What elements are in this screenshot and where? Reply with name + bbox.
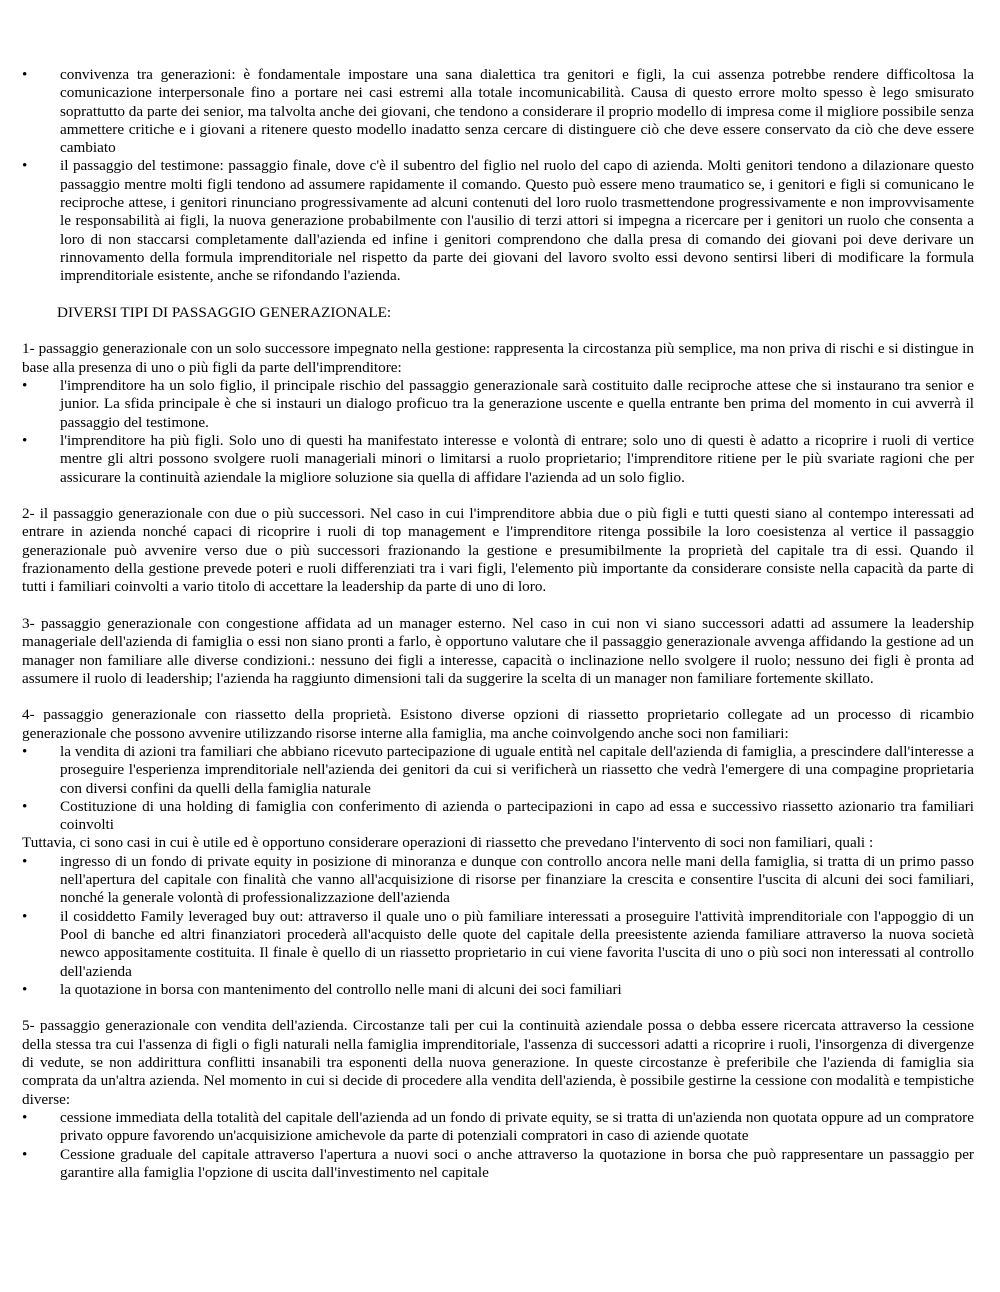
bullet-text: il passaggio del testimone: passaggio finale, dove c'è il subentro del figlio nel ruolo del capo di azienda. Molti genitori tendono a dilazionare questo passaggio mentre molti figli tendono ad assumere rapidamente il comando. Questo può essere meno traumatico se, i genitori e figli si comunicano le reciproche attese, i genitori rinunciano progressivamente ad alcuni contenuti del loro ruolo trasmettendone progressivamente e non improvvisamente le responsabilità ai figli, la nuova generazione probabilmente con l'ausilio di terzi attori si impegna a ricercare per i genitori un ruolo che consenta a loro di non staccarsi completamente dall'azienda ed infine i genitori comprendono che dalla presa di comando dei giovani poi deve derivare un rinnovamento della formula imprenditoriale nel rispetto da parte dei giovani del lavoro svolto essi devono sentirsi liberi di modificare la formula imprenditoriale esistente, anche se rifondando l'azienda. [60, 157, 974, 285]
section-2-paragraph: 2- il passaggio generazionale con due o più successori. Nel caso in cui l'imprenditore abbia due o più figli e tutti questi siano al contempo interessati ad entrare in azienda nonché capaci di ricoprire i ruoli di top management e l'imprenditore ritenga possibile la loro coesistenza al vertice il passaggio generazionale può avvenire verso due o più successori frazionando la gestione e presumibilmente la proprietà del capitale tra di essi. Quando il frazionamento della gestione prevede poteri e ruoli differenziati tra i vari figli, l'elemento più importante da considerare consiste nella capacità da parte di tutti i familiari coinvolti a vario titolo di accettare la leadership da parte di uno di loro. [22, 505, 974, 596]
bullet-icon: • [22, 852, 28, 870]
list-item [22, 743, 974, 798]
section-4-bridge-paragraph: Tuttavia, ci sono casi in cui è utile ed è opportuno considerare operazioni di riassetto che prevedano l'intervento di soci non familiari, quali : [22, 834, 874, 852]
bullet-text: Costituzione di una holding di famiglia con conferimento di azienda o partecipazioni in capo ad essa e successivo riassetto azionario tra familiari coinvolti [60, 797, 974, 834]
section-5-paragraph: 5- passaggio generazionale con vendita dell'azienda. Circostanze tali per cui la continuità aziendale possa o debba essere ricercata attraverso la cessione della stessa tra cui l'assenza di figli o figli naturali nella famiglia imprenditoriale, l'assenza di successori adatti a ricoprire i ruoli, l'insorgenza di divergenze di vedute, se non addirittura conflitti insanabili tra esponenti della nuova generazione. In queste circostanze è preferibile che l'azienda di famiglia sia comprata da un'altra azienda. Nel momento in cui si decide di procedere alla vendita dell'azienda, è possibile gestirne la cessione con modalità e tempistiche diverse: [22, 1017, 974, 1108]
intro-bullet-list [22, 66, 974, 286]
section-5-bullet-list [22, 1109, 974, 1182]
list-item [22, 1109, 974, 1146]
section-4-second-bullet-list [22, 853, 974, 999]
section-1-paragraph: 1- passaggio generazionale con un solo successore impegnato nella gestione: rappresenta la circostanza più semplice, ma non priva di rischi e si distingue in base alla presenza di uno o più figli da parte dell'imprenditore: [22, 340, 974, 376]
bullet-text: Cessione graduale del capitale attraverso l'apertura a nuovi soci o anche attraverso la quotazione in borsa che può rappresentare un passaggio per garantire alla famiglia l'opzione di uscita dall'investimento nel capitale [60, 1145, 974, 1181]
bullet-icon: • [22, 797, 28, 815]
bullet-icon: • [22, 742, 28, 760]
list-item [22, 798, 974, 835]
bullet-text: la quotazione in borsa con mantenimento del controllo nelle mani di alcuni dei soci familiari [60, 980, 622, 998]
list-item [22, 853, 974, 908]
list-item [22, 66, 974, 157]
list-item [22, 157, 974, 285]
section-1-bullet-list [22, 377, 974, 487]
bullet-text: la vendita di azioni tra familiari che abbiano ricevuto partecipazione di uguale entità nel capitale dell'azienda di famiglia, a prescindere dall'interesse a proseguire l'esperienza imprenditoriale nell'azienda dei genitori da cui si verificherà un riassetto che vedrà l'emergere di una compagine proprietaria con diversi confini da quelli della famiglia naturale [60, 742, 974, 797]
section-4-paragraph: 4- passaggio generazionale con riassetto della proprietà. Esistono diverse opzioni di riassetto proprietario collegate ad un processo di ricambio generazionale che possono avvenire utilizzando risorse interne alla famiglia, ma anche coinvolgendo anche soci non familiari: [22, 706, 974, 742]
bullet-icon: • [22, 907, 28, 925]
bullet-icon: • [22, 377, 28, 395]
bullet-icon: • [22, 1145, 28, 1163]
section-3-paragraph: 3- passaggio generazionale con congestione affidata ad un manager esterno. Nel caso in cui non vi siano successori adatti ad assumere la leadership manageriale dell'azienda di famiglia o essi non siano pronti a farlo, è opportuno valutare che il passaggio generazionale avvenga affidando la gestione ad un manager non familiare alle diverse condizioni.: nessuno dei figli a interesse, capacità o inclinazione nello svolgere il ruolo; nessuno dei figli è pronta ad assumere il ruolo di leadership; l'azienda ha raggiunto dimensioni tali da suggerire la scelta di un manager non familiare fortemente skillato. [22, 614, 974, 687]
list-item [22, 981, 974, 999]
bullet-text: l'imprenditore ha più figli. Solo uno di questi ha manifestato interesse e volontà di entrare; solo uno di questi è adatto a ricoprire i ruoli di vertice mentre gli altri possono svolgere ruoli manageriali minori o limitarsi a ruolo proprietario; l'imprenditore ritiene per le più svariate ragioni che per assicurare la continuità aziendale la migliore soluzione sia quella di affidare l'azienda ad un solo figlio. [60, 431, 974, 486]
bullet-text: cessione immediata della totalità del capitale dell'azienda ad un fondo di private equity, se si tratta di un'azienda non quotata oppure ad un compratore privato oppure favorendo un'acquisizione amichevole da parte di potenziali compratori in caso di aziende quotate [60, 1108, 974, 1145]
bullet-icon: • [22, 1108, 28, 1126]
bullet-text: l'imprenditore ha un solo figlio, il principale rischio del passaggio generazionale sarà costituito dalle reciproche attese che si instaurano tra senior e junior. La sfida principale è che si instauri un dialogo proficuo tra la generazione uscente e quella entrante ben prima del momento in cui avverrà il passaggio del testimone. [60, 377, 974, 431]
section-4-bullet-list [22, 743, 974, 834]
bullet-icon: • [22, 431, 28, 449]
list-item [22, 377, 974, 432]
list-item [22, 908, 974, 981]
bullet-text: ingresso di un fondo di private equity in posizione di minoranza e dunque con controllo ancora nelle mani della famiglia, si tratta di un primo passo nell'apertura del capitale con finalità che vanno all'acquisizione di risorse per finanziare la crescita e consentire l'uscita di alcuni dei soci familiari, nonché la generale volontà di professionalizzazione dell'azienda [60, 852, 974, 907]
list-item [22, 432, 974, 487]
bullet-text: il cosiddetto Family leveraged buy out: attraverso il quale uno o più familiare interessati a proseguire l'attività imprenditoriale con l'appoggio di un Pool di banche ed altri finanziatori procederà all'acquisto delle quote del capitale della preesistente azienda familiare attraverso la nuova società newco appositamente costituita. Il finale è quello di un riassetto proprietario in cui viene favorita l'uscita di uno o più soci non interessati al controllo dell'azienda [60, 907, 974, 980]
document-page [22, 66, 974, 1182]
list-item [22, 1146, 974, 1183]
section-heading: DIVERSI TIPI DI PASSAGGIO GENERAZIONALE: [57, 303, 392, 321]
bullet-text: convivenza tra generazioni: è fondamentale impostare una sana dialettica tra genitori e figli, la cui assenza potrebbe rendere difficoltosa la comunicazione interpersonale fino a portare nei casi estremi alla totale incomunicabilità. Causa di questo errore molto spesso è lego smisurato soprattutto da parte dei senior, ma talvolta anche dei giovani, che tendono a considerare il proprio modello di impresa come il migliore possibile senza ammettere critiche e i giovani a ritenere questo modello inadatto senza cercare di distinguere ciò che deve essere conservato da ciò che deve essere cambiato [60, 66, 974, 157]
bullet-icon: • [22, 66, 28, 83]
bullet-icon: • [22, 157, 28, 175]
bullet-icon: • [22, 980, 28, 998]
